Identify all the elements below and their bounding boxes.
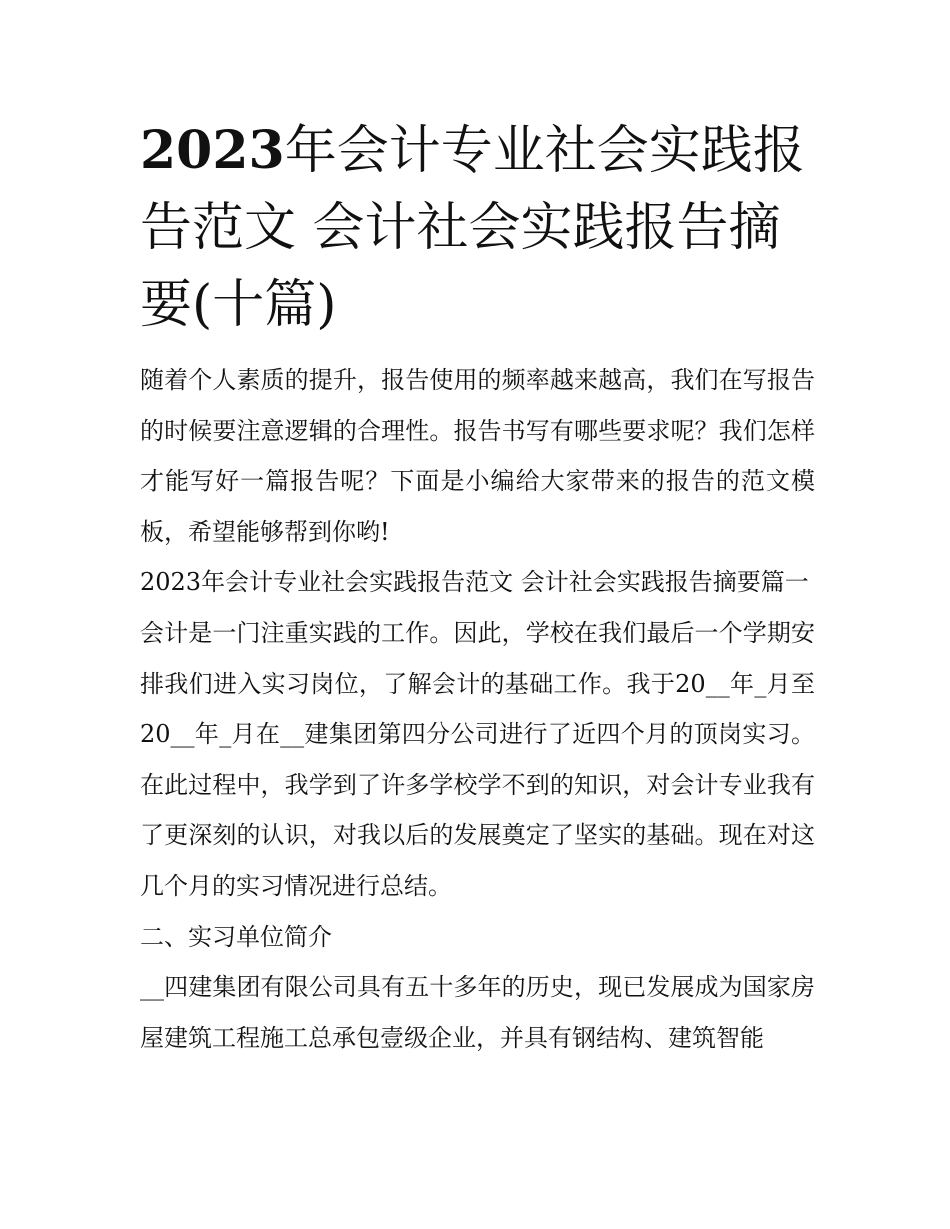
body-paragraph: 会计是一门注重实践的工作。因此，学校在我们最后一个学期安排我们进入实习岗位，了解会计的基础工作。我于20__年_月至20__年_月在__建集团第四分公司进行了近四个月的顶岗实习。在此过程中，我学到了许多学校学不到的知识，对会计专业我有了更深刻的认识，对我以后的发展奠定了坚实的基础。现在对这几个月的实习情况进行总结。 <box>140 618 815 900</box>
section-heading-1: 2023年会计专业社会实践报告范文 会计社会实践报告摘要篇一 <box>140 568 809 597</box>
document-title <box>140 112 820 344</box>
section-heading-2: 二、实习单位简介 <box>140 922 332 951</box>
body-paragraph-2: __四建集团有限公司具有五十多年的历史，现已发展成为国家房屋建筑工程施工总承包壹级企业，并具有钢结构、建筑智能 <box>140 973 815 1052</box>
title-year: 2023 <box>140 120 285 181</box>
document-body <box>140 355 815 1063</box>
intro-paragraph: 随着个人素质的提升，报告使用的频率越来越高，我们在写报告的时候要注意逻辑的合理性。报告书写有哪些要求呢？我们怎样才能写好一篇报告呢？下面是小编给大家带来的报告的范文模板，希望能够帮到你哟! <box>140 366 815 546</box>
title-text: 年会计专业社会实践报告范文 会计社会实践报告摘要(十篇) <box>140 121 805 335</box>
